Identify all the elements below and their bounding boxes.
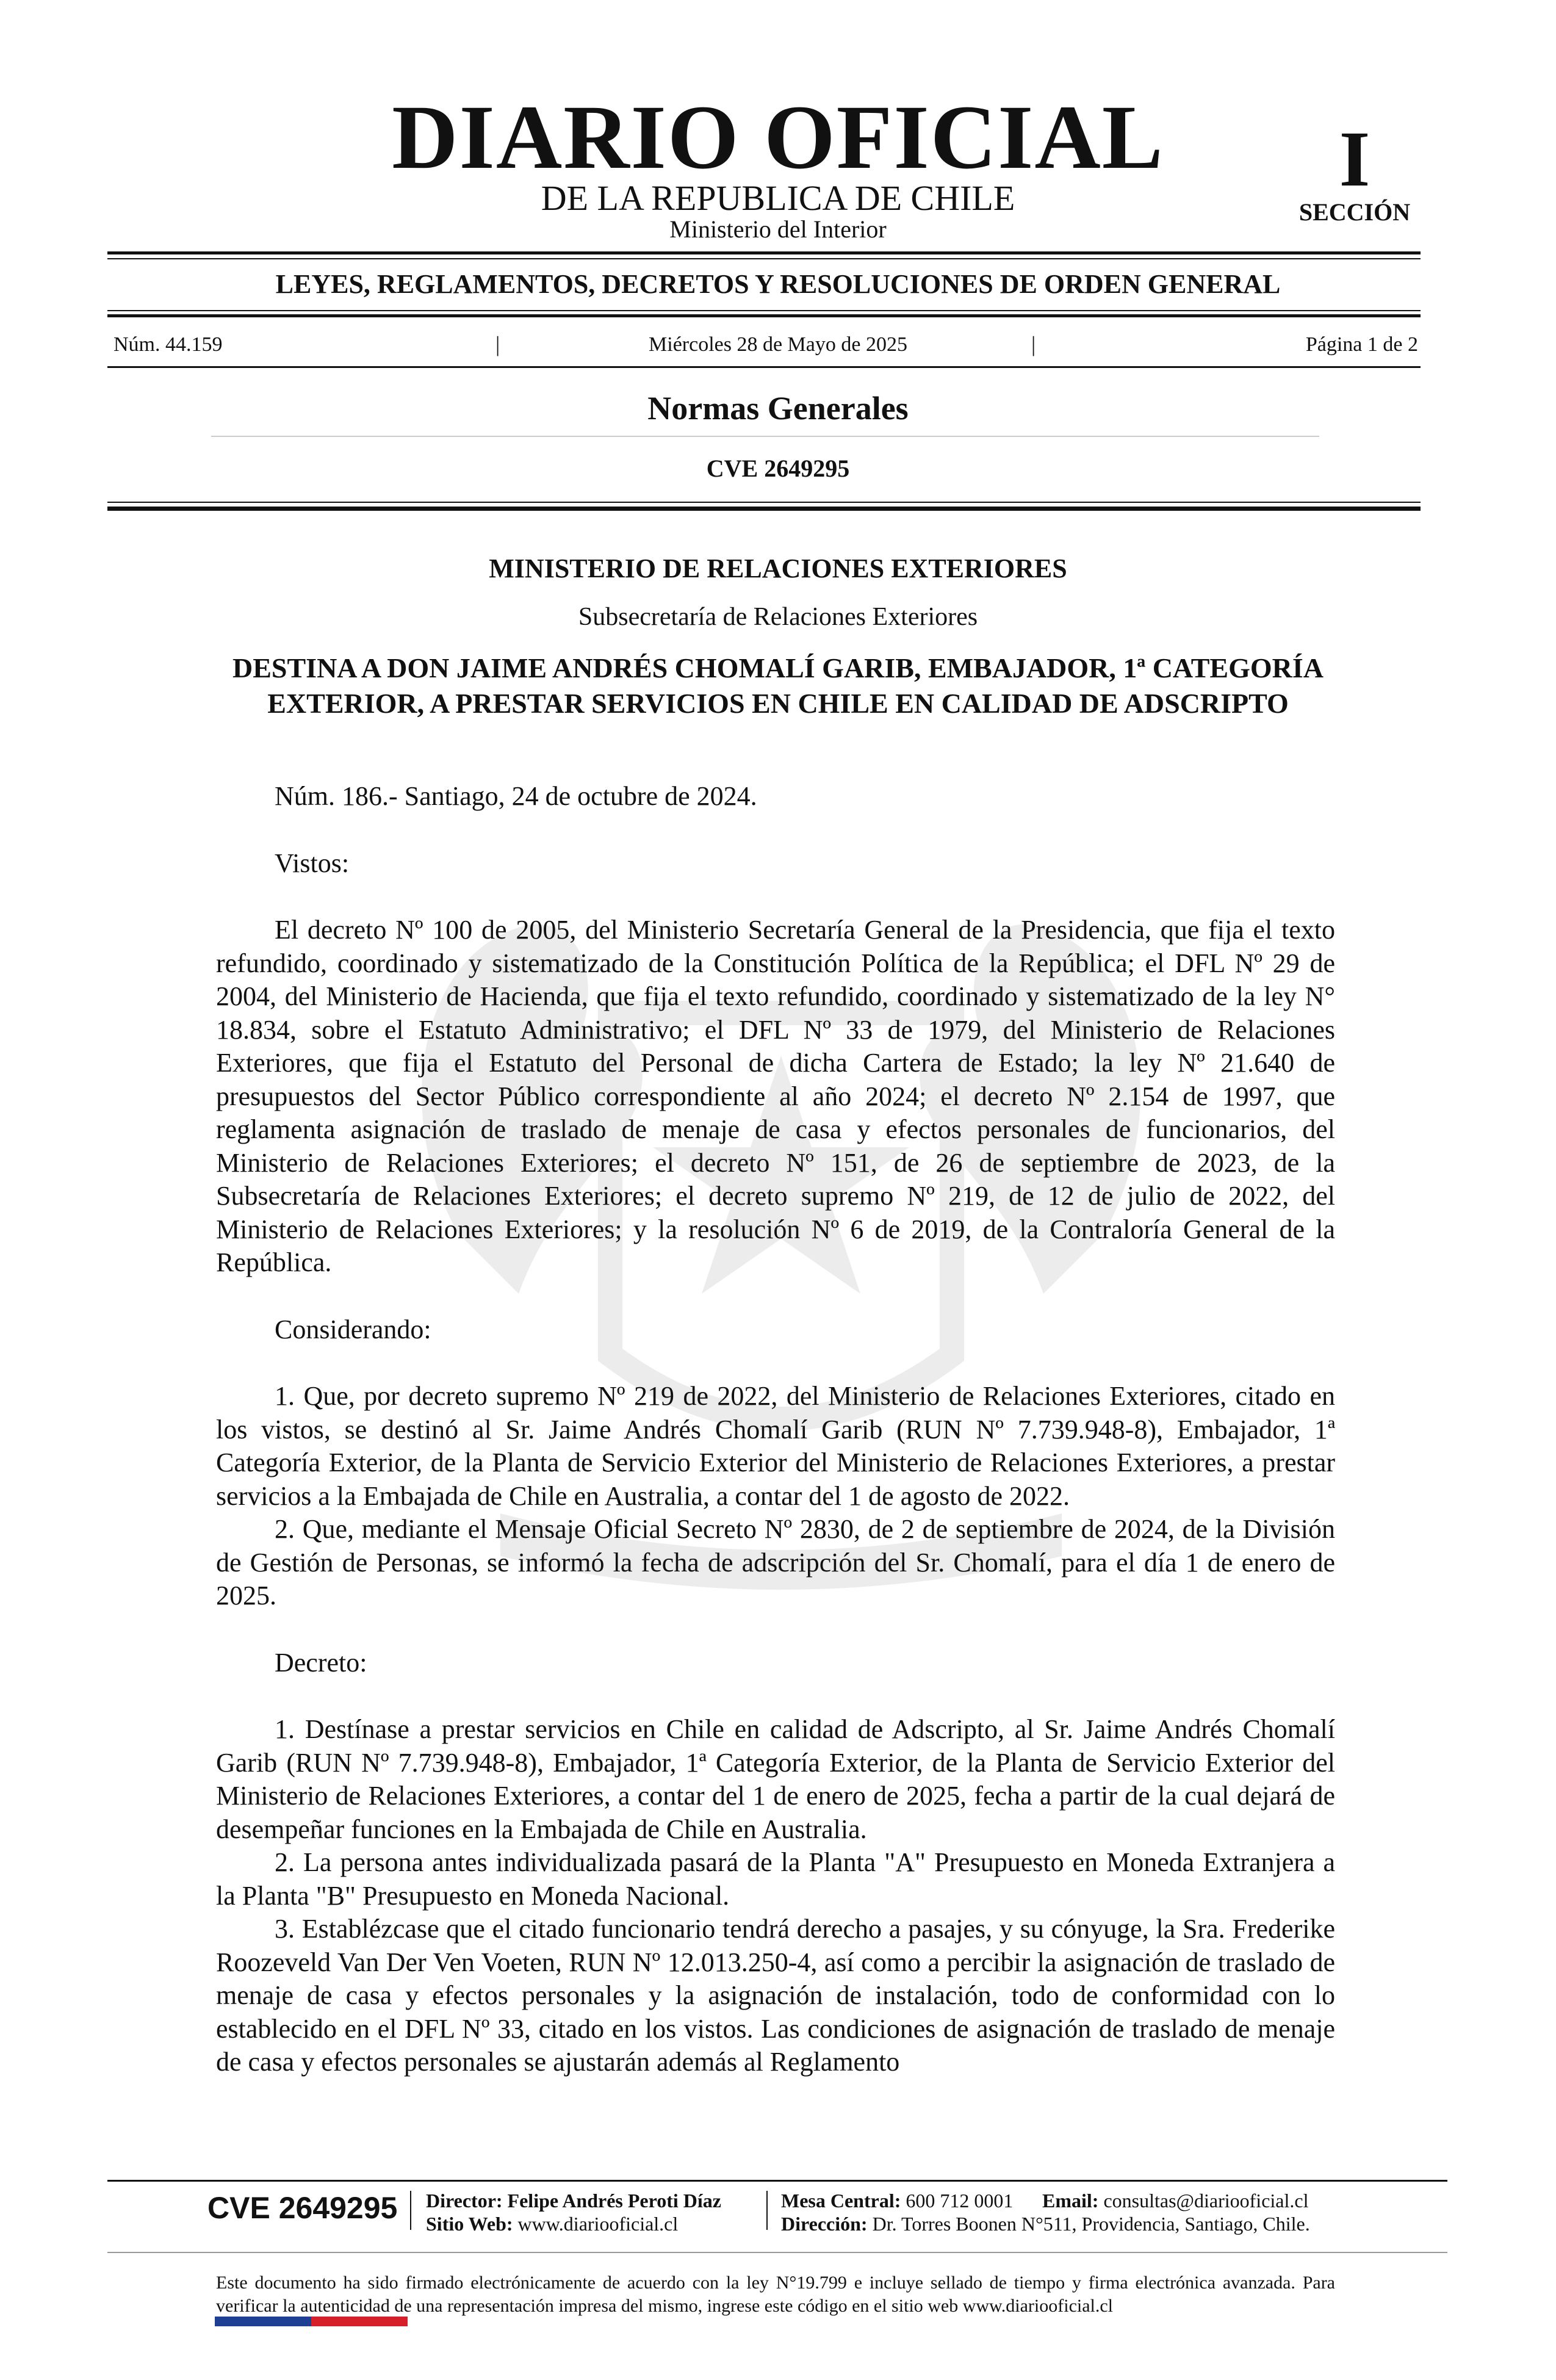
masthead-ministry: Ministerio del Interior <box>669 215 887 243</box>
footer-divider <box>766 2191 768 2230</box>
cve-heading: CVE 2649295 <box>706 455 850 482</box>
decreto-item: 3. Establézcase que el citado funcionario tendrá derecho a pasajes, y su cónyuge, la Sra. Frederike Roozeveld Van Der Ven Voeten, RUN Nº 12.013.250-4, así como a percibir la asignación de traslado de menaje de casa y efectos personales y la asignación de instalación, todo de conformidad con lo establecido en el DFL Nº 33, citado en los vistos. Las condiciones de asignación de traslado de menaje de casa y efectos personales se ajustarán además al Reglamento <box>216 1914 1335 2077</box>
masthead-rule-thin <box>107 258 1421 259</box>
issue-number: Núm. 44.159 <box>113 333 223 356</box>
decreto-item: 1. Destínase a prestar servicios en Chile en calidad de Adscripto, al Sr. Jaime Andrés Chomalí Garib (RUN Nº 7.739.948-8), Embajador, 1ª Categoría Exterior, de la Planta de Servicio Exterior del Ministerio de Relaciones Exteriores, a contar del 1 de enero de 2025, fecha a partir de la cual dejará de desempeñar funciones en la Embajada de Chile en Australia. <box>216 1714 1335 1844</box>
category-rule-thin <box>107 310 1421 311</box>
section-number: I <box>1339 115 1371 203</box>
decreto-label: Decreto: <box>275 1647 367 1678</box>
considerando-label: Considerando: <box>275 1314 431 1344</box>
footer-rule-lower <box>107 2252 1447 2253</box>
decree-title: DESTINA A DON JAIME ANDRÉS CHOMALÍ GARIB, EMBAJADOR, 1ª CATEGORÍA EXTERIOR, A PRESTAR SERVICIOS EN CHILE EN CALIDAD DE ADSCRIPTO <box>232 652 1324 719</box>
masthead-rule-thick <box>107 251 1421 254</box>
footer-director-label: Director: <box>426 2190 503 2212</box>
issue-separator: | <box>495 332 500 356</box>
section-label: SECCIÓN <box>1298 198 1411 226</box>
footer-address-text: Dr. Torres Boonen N°511, Providencia, Santiago, Chile. <box>872 2213 1310 2235</box>
masthead-title: DIARIO OFICIAL <box>392 87 1164 188</box>
header-rule-thin <box>107 502 1421 503</box>
issue-rule <box>107 366 1421 368</box>
masthead-subtitle: DE LA REPUBLICA DE CHILE <box>541 178 1015 218</box>
footer-director <box>426 2191 721 2210</box>
decree-content <box>216 780 1335 2079</box>
footer-phone-label: Mesa Central: <box>781 2190 901 2212</box>
footer-email <box>1042 2191 1308 2210</box>
norms-divider <box>211 436 1319 437</box>
vistos-label: Vistos: <box>275 848 350 878</box>
flag-stripe-red <box>311 2317 408 2326</box>
vistos-paragraph: El decreto Nº 100 de 2005, del Ministerio Secretaría General de la Presidencia, que fija el texto refundido, coordinado y sistematizado de la Constitución Política de la República; el DFL Nº 29 de 2004, del Ministerio de Hacienda, que fija el texto refundido, coordinado y sistematizado de la ley N° 18.834, sobre el Estatuto Administrativo; el DFL Nº 33 de 1979, del Ministerio de Relaciones Exteriores, que fija el Estatuto del Personal de dicha Cartera de Estado; la ley Nº 21.640 de presupuestos del Sector Público correspondiente al año 2024; el decreto Nº 2.154 de 1997, que reglamenta asignación de traslado de menaje de casa y efectos personales de funcionarios, del Ministerio de Relaciones Exteriores; el decreto Nº 151, de 26 de septiembre de 2023, de la Subsecretaría de Relaciones Exteriores; el decreto supremo Nº 219, de 12 de julio de 2022, del Ministerio de Relaciones Exteriores; y la resolución Nº 6 de 2019, de la Contraloría General de la República. <box>216 915 1335 1277</box>
issue-separator: | <box>1031 332 1036 356</box>
issue-page: Página 1 de 2 <box>1305 333 1418 356</box>
footer-divider <box>410 2191 411 2230</box>
flag-stripe-blue <box>215 2317 311 2326</box>
issue-date: Miércoles 28 de Mayo de 2025 <box>649 333 907 356</box>
subsecretaria: Subsecretaría de Relaciones Exteriores <box>578 603 978 631</box>
decree-number-line: Núm. 186.- Santiago, 24 de octubre de 2024. <box>275 781 757 811</box>
footer-phone-number: 600 712 0001 <box>906 2190 1014 2212</box>
footer-rule <box>107 2180 1447 2182</box>
footer-website <box>426 2214 678 2234</box>
norms-heading: Normas Generales <box>647 390 909 427</box>
ministry-name: MINISTERIO DE RELACIONES EXTERIORES <box>489 554 1067 583</box>
decreto-item: 2. La persona antes individualizada pasará de la Planta "A" Presupuesto en Moneda Extranjera a la Planta "B" Presupuesto en Moneda Nacional. <box>216 1847 1335 1911</box>
footer-website-link[interactable]: www.diariooficial.cl <box>517 2213 679 2235</box>
footer-email-label: Email: <box>1042 2190 1099 2212</box>
considerando-item: 1. Que, por decreto supremo Nº 219 de 2022, del Ministerio de Relaciones Exteriores, citado en los vistos, se destinó al Sr. Jaime Andrés Chomalí Garib (RUN Nº 7.739.948-8), Embajador, 1ª Categoría Exterior, de la Planta de Servicio Exterior del Ministerio de Relaciones Exteriores, a prestar servicios a la Embajada de Chile en Australia, a contar del 1 de agosto de 2022. <box>216 1381 1335 1511</box>
footer-phone <box>781 2191 1013 2210</box>
footer-email-link[interactable]: consultas@diariooficial.cl <box>1103 2190 1309 2212</box>
footer-cve: CVE 2649295 <box>207 2191 398 2225</box>
considerando-item: 2. Que, mediante el Mensaje Oficial Secreto Nº 2830, de 2 de septiembre de 2024, de la División de Gestión de Personas, se informó la fecha de adscripción del Sr. Chomalí, para el día 1 de enero de 2025. <box>216 1514 1335 1610</box>
footer-website-label: Sitio Web: <box>426 2213 513 2235</box>
footer-legal-notice: Este documento ha sido firmado electrónicamente de acuerdo con la ley N°19.799 e incluye sellado de tiempo y firma electrónica avanzada. Para verificar la autenticidad de una representación impresa del mismo, ingrese este código en el sitio web www.diariooficial.cl <box>216 2273 1335 2316</box>
footer-address-label: Dirección: <box>781 2213 868 2235</box>
footer-director-name: Felipe Andrés Peroti Díaz <box>507 2190 721 2212</box>
category-heading: LEYES, REGLAMENTOS, DECRETOS Y RESOLUCIONES DE ORDEN GENERAL <box>275 269 1281 299</box>
header-rule-thick <box>107 507 1421 511</box>
category-rule-thick <box>107 314 1421 317</box>
footer-address <box>781 2214 1310 2234</box>
